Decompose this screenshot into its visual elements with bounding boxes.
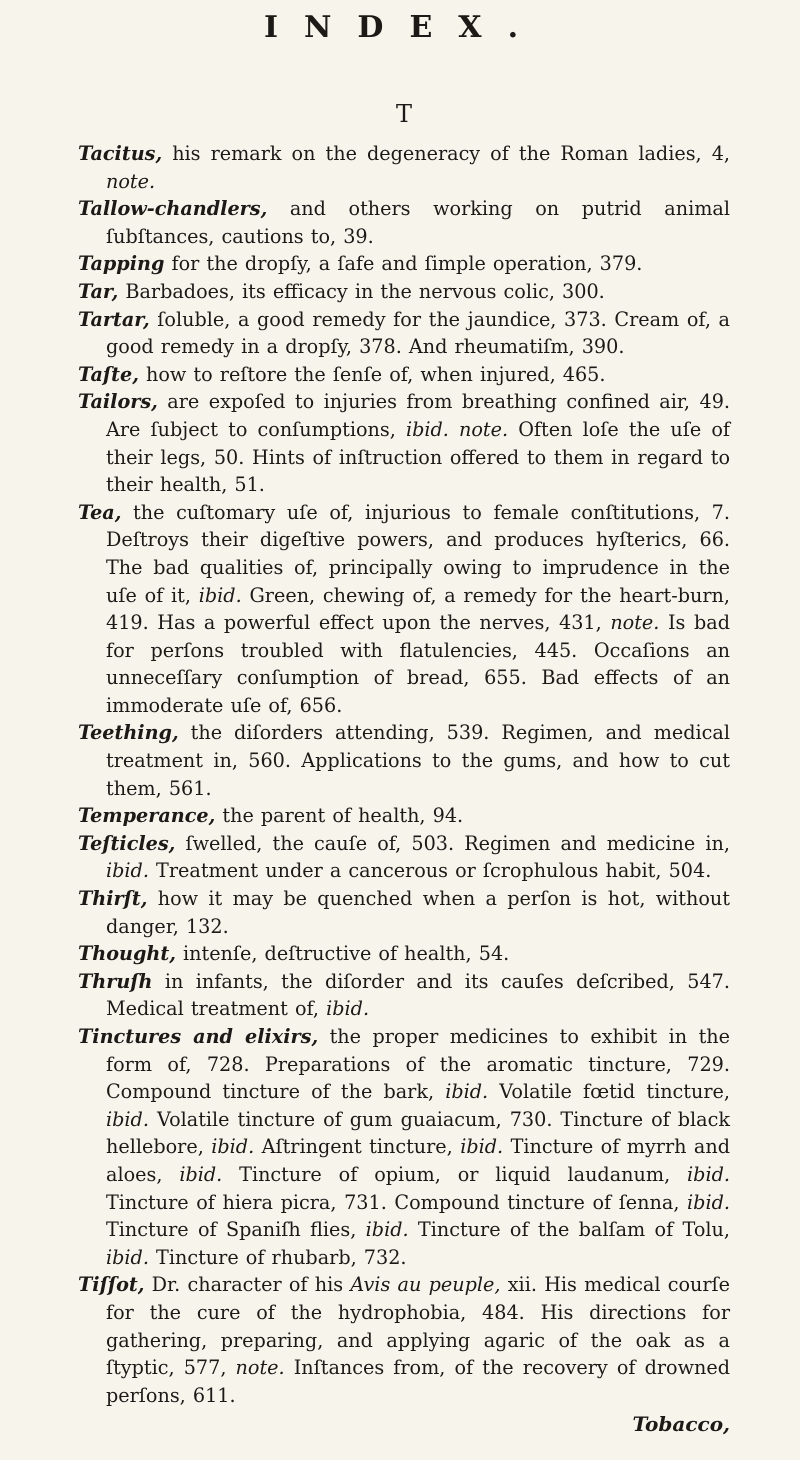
entry-text: ibid. <box>687 1190 730 1214</box>
index-entry <box>78 802 730 830</box>
entry-text: the diſorders attending, 539. Regimen, and medical treatment in, 560. Applications to the gums, and how to cut them, 561. <box>106 721 730 800</box>
entry-text: ibid. <box>445 1080 489 1104</box>
entry-text: ibid. <box>211 1135 255 1159</box>
index-entry <box>78 830 730 885</box>
entry-text: the parent of health, 94. <box>215 804 464 828</box>
entry-text: Tincture of the balſam of Tolu, <box>408 1218 730 1242</box>
entry-text: note. <box>106 169 156 193</box>
entry-text: Barbadoes, its efficacy in the nervous colic, 300. <box>118 279 605 303</box>
entry-text: the proper medicines to exhibit in the form of, 728. Preparations of the aromatic tincture, 729. Compound tincture of the bark, <box>106 1025 730 1104</box>
entry-keyword: Temperance, <box>78 804 216 828</box>
entry-keyword: Teſticles, <box>78 831 176 855</box>
entry-text: ibid. note. <box>405 417 509 441</box>
entry-keyword: Tinctures and elixirs, <box>78 1025 319 1048</box>
index-entry <box>78 499 730 720</box>
entry-text: Tincture of rhubarb, 732. <box>148 1245 407 1269</box>
entry-keyword: Tapping <box>78 252 165 276</box>
entry-keyword: Thirſt, <box>78 887 148 911</box>
entry-text: in infants, the diſorder and its cauſes deſcribed, 547. Medical treatment of, <box>106 969 730 1021</box>
entry-keyword: Thruſh <box>78 969 153 993</box>
entry-keyword: Tartar, <box>78 307 150 331</box>
entry-text: ibid. <box>106 859 149 883</box>
entry-text: for the dropſy, a ſafe and ſimple operation, 379. <box>164 252 643 276</box>
index-entry <box>78 1023 730 1271</box>
catchword: Tobacco, <box>632 1412 730 1436</box>
entry-text: note. <box>610 611 660 635</box>
entry-text: ibid. <box>460 1135 504 1159</box>
index-entries <box>78 140 730 1409</box>
entry-text: the cuſtomary uſe of, injurious to female conſtitutions, 7. Deſtroys their digeſtive powers, and produces hyſterics, 66. The bad qualities of, principally owing to imprudence in the uſe of it, <box>106 500 730 607</box>
section-letter: T <box>395 100 412 128</box>
index-entry <box>78 361 730 389</box>
index-entry <box>78 306 730 361</box>
entry-text: note. <box>235 1356 285 1380</box>
index-entry <box>78 885 730 940</box>
entry-text: Tincture of Spaniſh flies, <box>106 1218 366 1242</box>
index-entry <box>78 250 730 278</box>
entry-text: ibid. <box>179 1162 223 1186</box>
entry-text: how to reſtore the ſenſe of, when injured, 465. <box>138 362 606 386</box>
index-entry <box>78 388 730 498</box>
entry-text: Aſtringent tincture, <box>254 1135 461 1159</box>
entry-text: Dr. character of his <box>144 1273 351 1297</box>
entry-text: ibid. <box>365 1218 409 1242</box>
entry-text: how it may be quenched when a perſon is hot, without danger, 132. <box>106 887 730 938</box>
entry-text: and others working on putrid animal ſubſtances, cautions to, 39. <box>106 197 730 248</box>
running-head: INDEX. <box>263 10 545 45</box>
entry-text: Volatile fœtid tincture, <box>488 1080 731 1104</box>
entry-text: ibid. <box>326 997 370 1021</box>
entry-text: Tincture of opium, or liquid laudanum, <box>222 1162 688 1186</box>
entry-keyword: Tar, <box>78 279 119 303</box>
entry-text: ſwelled, the cauſe of, 503. Regimen and medicine in, <box>175 831 730 855</box>
entry-text: Treatment under a cancerous or ſcrophulous habit, 504. <box>148 859 712 883</box>
index-entry <box>78 719 730 802</box>
entry-keyword: Tacitus, <box>78 142 163 165</box>
entry-text: ibid. <box>198 583 242 607</box>
entry-text: ſoluble, a good remedy for the jaundice, 373. Cream of, a good remedy in a dropſy, 378. And rheumatiſm, 390. <box>106 307 730 359</box>
entry-text: Often loſe the uſe of their legs, 50. Hints of inſtruction offered to them in regard to their health, 51. <box>106 417 730 497</box>
entry-keyword: Thought, <box>78 942 176 966</box>
entry-text: Inſtances from, of the recovery of drowned perſons, 611. <box>106 1356 730 1407</box>
entry-text: Avis au peuple, <box>350 1273 501 1297</box>
entry-text: his remark on the degeneracy of the Roman ladies, 4, <box>162 142 730 165</box>
entry-keyword: Taſte, <box>78 362 139 386</box>
entry-text: Tincture of myrrh and aloes, <box>106 1135 731 1186</box>
entry-keyword: Tiſſot, <box>78 1273 145 1297</box>
entry-keyword: Tea, <box>78 500 122 524</box>
index-entry <box>78 968 730 1023</box>
entry-text: ibid. <box>687 1162 730 1186</box>
entry-text: ibid. <box>106 1107 149 1131</box>
entry-text: ibid. <box>106 1245 149 1269</box>
entry-text: Green, chewing of, a remedy for the heart-burn, 419. Has a powerful effect upon the nerves, 431, <box>106 583 730 635</box>
entry-text: Is bad for perſons troubled with flatulencies, 445. Occaſions an unneceſſary conſumption of bread, 655. Bad effects of an immoderate uſe of, 656. <box>106 611 730 717</box>
index-entry <box>78 140 730 195</box>
entry-keyword: Tallow-chandlers, <box>78 197 268 221</box>
index-entry <box>78 195 730 250</box>
entry-text: xii. His medical courſe for the cure of the hydrophobia, 484. His directions for gathering, preparing, and applying agaric of the oak as a ſtyptic, 577, <box>106 1273 730 1380</box>
entry-text: intenſe, deſtructive of health, 54. <box>175 942 510 966</box>
index-entry <box>78 1271 730 1409</box>
index-entry <box>78 940 730 968</box>
entry-text: Tincture of hiera picra, 731. Compound tincture of ſenna, <box>106 1190 688 1214</box>
entry-keyword: Teething, <box>78 721 179 745</box>
entry-text: Volatile tincture of gum guaiacum, 730. Tincture of black hellebore, <box>106 1107 730 1159</box>
index-entry <box>78 278 730 306</box>
entry-text: are expoſed to injuries from breathing confined air, 49. Are ſubject to conſumptions, <box>106 390 730 441</box>
entry-keyword: Tailors, <box>78 390 158 414</box>
